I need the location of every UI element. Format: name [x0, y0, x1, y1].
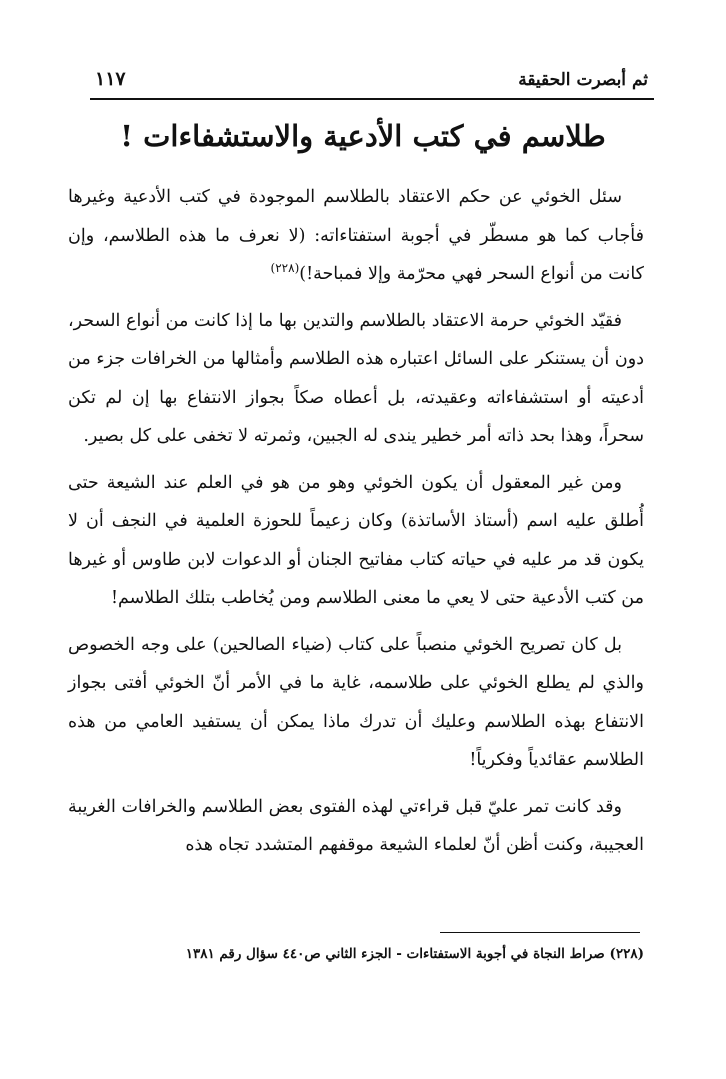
paragraph-5: وقد كانت تمر عليّ قبل قراءتي لهذه الفتوى بعض الطلاسم والخرافات الغريبة العجيبة، وكنت أظن أنّ لعلماء الشيعة موقفهم المتشدد تجاه هذه [68, 796, 644, 855]
paragraph-2: فقيّد الخوئي حرمة الاعتقاد بالطلاسم والتدين بها ما إذا كانت من أنواع السحر، دون أن يستنكر على السائل اعتباره هذه الطلاسم وأمثالها من الخرافات جزء من أدعيته أو استشفاءاته وعقيدته، بل أعطاه صكاً بجواز الانتفاع بها إن لم تكن سحراً، وهذا بحد ذاته أمر خطير يندى له الجبين، وثمرته لا تخفى على كل بصير. [68, 310, 644, 446]
footnote-reference: (٢٢٨) [270, 261, 300, 276]
body-text [68, 178, 644, 873]
paragraph-text: سئل الخوئي عن حكم الاعتقاد بالطلاسم الموجودة في كتب الأدعية وغيرها فأجاب كما هو مسطّر في أجوبة استفتاءاته: (لا نعرف ما هذه الطلاسم، وإن كانت من أنواع السحر فهي محرّمة وإلا فمباحة!) [68, 187, 644, 284]
chapter-title: طلاسم في كتب الأدعية والاستشفاءات ! [120, 119, 606, 153]
paragraph-3: ومن غير المعقول أن يكون الخوئي وهو من هو في العلم عند الشيعة حتى أُطلق عليه اسم (أستاذ الأساتذة) وكان زعيماً للحوزة العلمية في النجف أن لا يكون قد مر عليه في حياته كتاب مفاتيح الجنان أو الدعوات لابن طاوس أو غيرها من كتب الأدعية حتى لا يعي ما معنى الطلاسم ومن يُخاطب بتلك الطلاسم! [68, 472, 644, 608]
running-title: ثم أبصرت الحقيقة [518, 70, 648, 90]
paragraph-4: بل كان تصريح الخوئي منصباً على كتاب (ضياء الصالحين) على وجه الخصوص والذي لم يطلع الخوئي على طلاسمه، غاية ما في الأمر أنّ الخوئي أفتى بجواز الانتفاع بهذه الطلاسم وعليك أن تدرك ماذا يمكن أن يستفيد العامي من هذه الطلاسم عقائدياً وفكرياً! [68, 634, 644, 770]
page-number: ١١٧ [95, 68, 126, 90]
footnote: (٢٢٨) صراط النجاة في أجوبة الاستفتاءات - الجزء الثاني ص٤٤٠ سؤال رقم ١٣٨١ [185, 946, 644, 962]
header-rule [90, 98, 654, 100]
footnote-rule [440, 932, 640, 933]
paragraph-1 [68, 178, 644, 294]
running-header [95, 70, 648, 89]
